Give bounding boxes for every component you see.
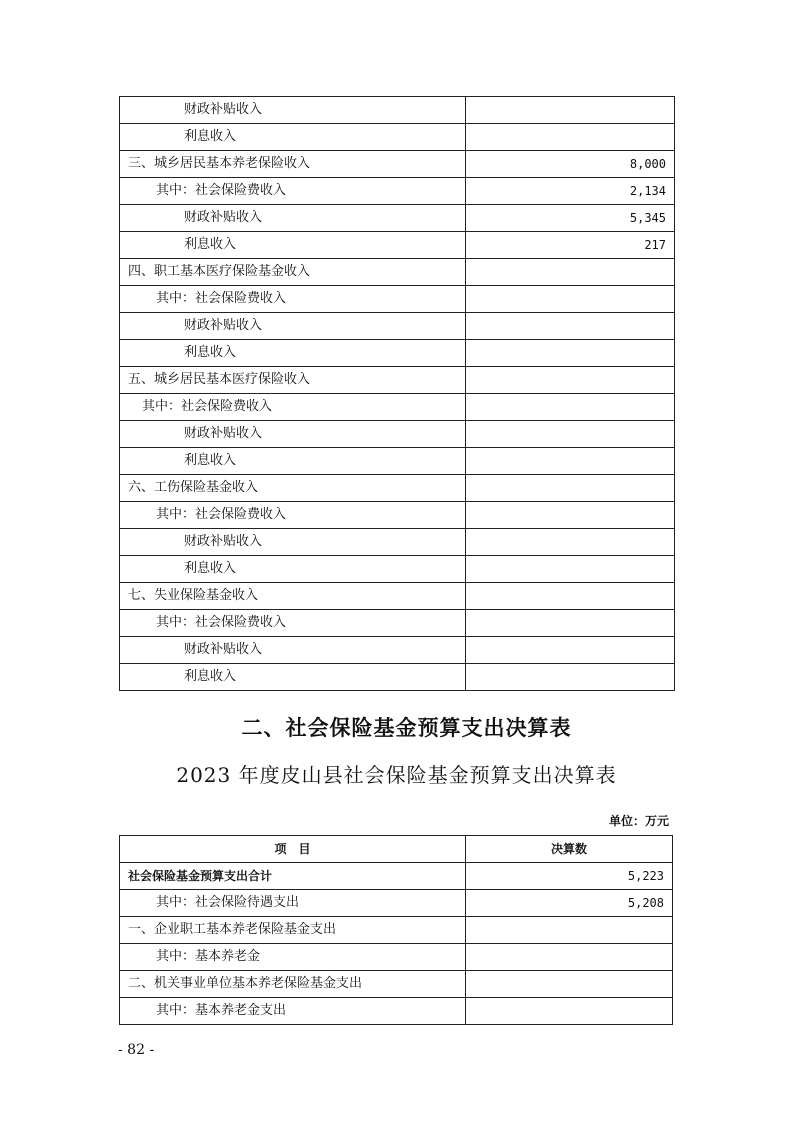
table-row (120, 286, 675, 313)
row-label: 财政补贴收入 (120, 205, 466, 232)
row-value (466, 917, 673, 944)
row-label: 二、机关事业单位基本养老保险基金支出 (120, 971, 466, 998)
row-value (466, 124, 675, 151)
table-row (120, 97, 675, 124)
table-row (120, 583, 675, 610)
table-row (120, 529, 675, 556)
row-label: 利息收入 (120, 124, 466, 151)
row-value (466, 340, 675, 367)
row-value: 5,223 (466, 863, 673, 890)
table-row (120, 998, 673, 1025)
row-label: 其中：社会保险待遇支出 (120, 890, 466, 917)
row-label: 四、职工基本医疗保险基金收入 (120, 259, 466, 286)
row-value (466, 637, 675, 664)
header-item: 项 目 (120, 836, 466, 863)
row-label: 利息收入 (120, 232, 466, 259)
row-value: 5,345 (466, 205, 675, 232)
row-value: 8,000 (466, 151, 675, 178)
table-row (120, 367, 675, 394)
table-row (120, 340, 675, 367)
row-label: 其中：社会保险费收入 (120, 394, 466, 421)
row-value (466, 448, 675, 475)
unit-label: 单位：万元 (608, 814, 669, 828)
row-value (466, 475, 675, 502)
expense-table (119, 835, 673, 1025)
table-row (120, 232, 675, 259)
row-label: 七、失业保险基金收入 (120, 583, 466, 610)
income-table (119, 96, 675, 691)
table-row (120, 259, 675, 286)
table-row (120, 917, 673, 944)
row-label: 财政补贴收入 (120, 529, 466, 556)
row-value (466, 529, 675, 556)
table-row (120, 890, 673, 917)
row-value (466, 583, 675, 610)
row-value (466, 394, 675, 421)
table-row (120, 205, 675, 232)
row-label: 其中：社会保险费收入 (120, 502, 466, 529)
row-label: 其中：社会保险费收入 (120, 286, 466, 313)
row-label: 六、工伤保险基金收入 (120, 475, 466, 502)
row-label: 利息收入 (120, 340, 466, 367)
row-value (466, 610, 675, 637)
row-label: 三、城乡居民基本养老保险收入 (120, 151, 466, 178)
row-value (466, 502, 675, 529)
table-row (120, 556, 675, 583)
row-label: 财政补贴收入 (120, 421, 466, 448)
row-value: 5,208 (466, 890, 673, 917)
row-value (466, 97, 675, 124)
header-amount: 决算数 (466, 836, 673, 863)
table-row (120, 313, 675, 340)
table-row (120, 664, 675, 691)
table-row (120, 124, 675, 151)
table-row (120, 610, 675, 637)
row-label: 一、企业职工基本养老保险基金支出 (120, 917, 466, 944)
table-row (120, 971, 673, 998)
row-label: 其中：基本养老金支出 (120, 998, 466, 1025)
table-row (120, 637, 675, 664)
row-label: 社会保险基金预算支出合计 (120, 863, 466, 890)
row-value (466, 259, 675, 286)
table-row (120, 448, 675, 475)
table-row (120, 944, 673, 971)
row-value (466, 944, 673, 971)
page-number: - 82 - (118, 1042, 155, 1058)
table-header-row (120, 836, 673, 863)
table-row (120, 394, 675, 421)
row-value: 2,134 (466, 178, 675, 205)
row-value: 217 (466, 232, 675, 259)
row-label: 其中：社会保险费收入 (120, 610, 466, 637)
row-label: 利息收入 (120, 556, 466, 583)
row-label: 五、城乡居民基本医疗保险收入 (120, 367, 466, 394)
row-value (466, 367, 675, 394)
table-title: 2023 年度皮山县社会保险基金预算支出决算表 (176, 763, 617, 787)
row-value (466, 664, 675, 691)
row-label: 其中：基本养老金 (120, 944, 466, 971)
row-label: 其中：社会保险费收入 (120, 178, 466, 205)
table-row (120, 863, 673, 890)
row-value (466, 998, 673, 1025)
row-label: 财政补贴收入 (120, 97, 466, 124)
row-value (466, 313, 675, 340)
table-row (120, 151, 675, 178)
table-row (120, 178, 675, 205)
row-value (466, 556, 675, 583)
row-value (466, 421, 675, 448)
row-value (466, 286, 675, 313)
table-row (120, 421, 675, 448)
section-heading: 二、社会保险基金预算支出决算表 (241, 716, 572, 740)
row-label: 财政补贴收入 (120, 637, 466, 664)
row-label: 财政补贴收入 (120, 313, 466, 340)
row-value (466, 971, 673, 998)
table-row (120, 502, 675, 529)
row-label: 利息收入 (120, 664, 466, 691)
table-row (120, 475, 675, 502)
row-label: 利息收入 (120, 448, 466, 475)
